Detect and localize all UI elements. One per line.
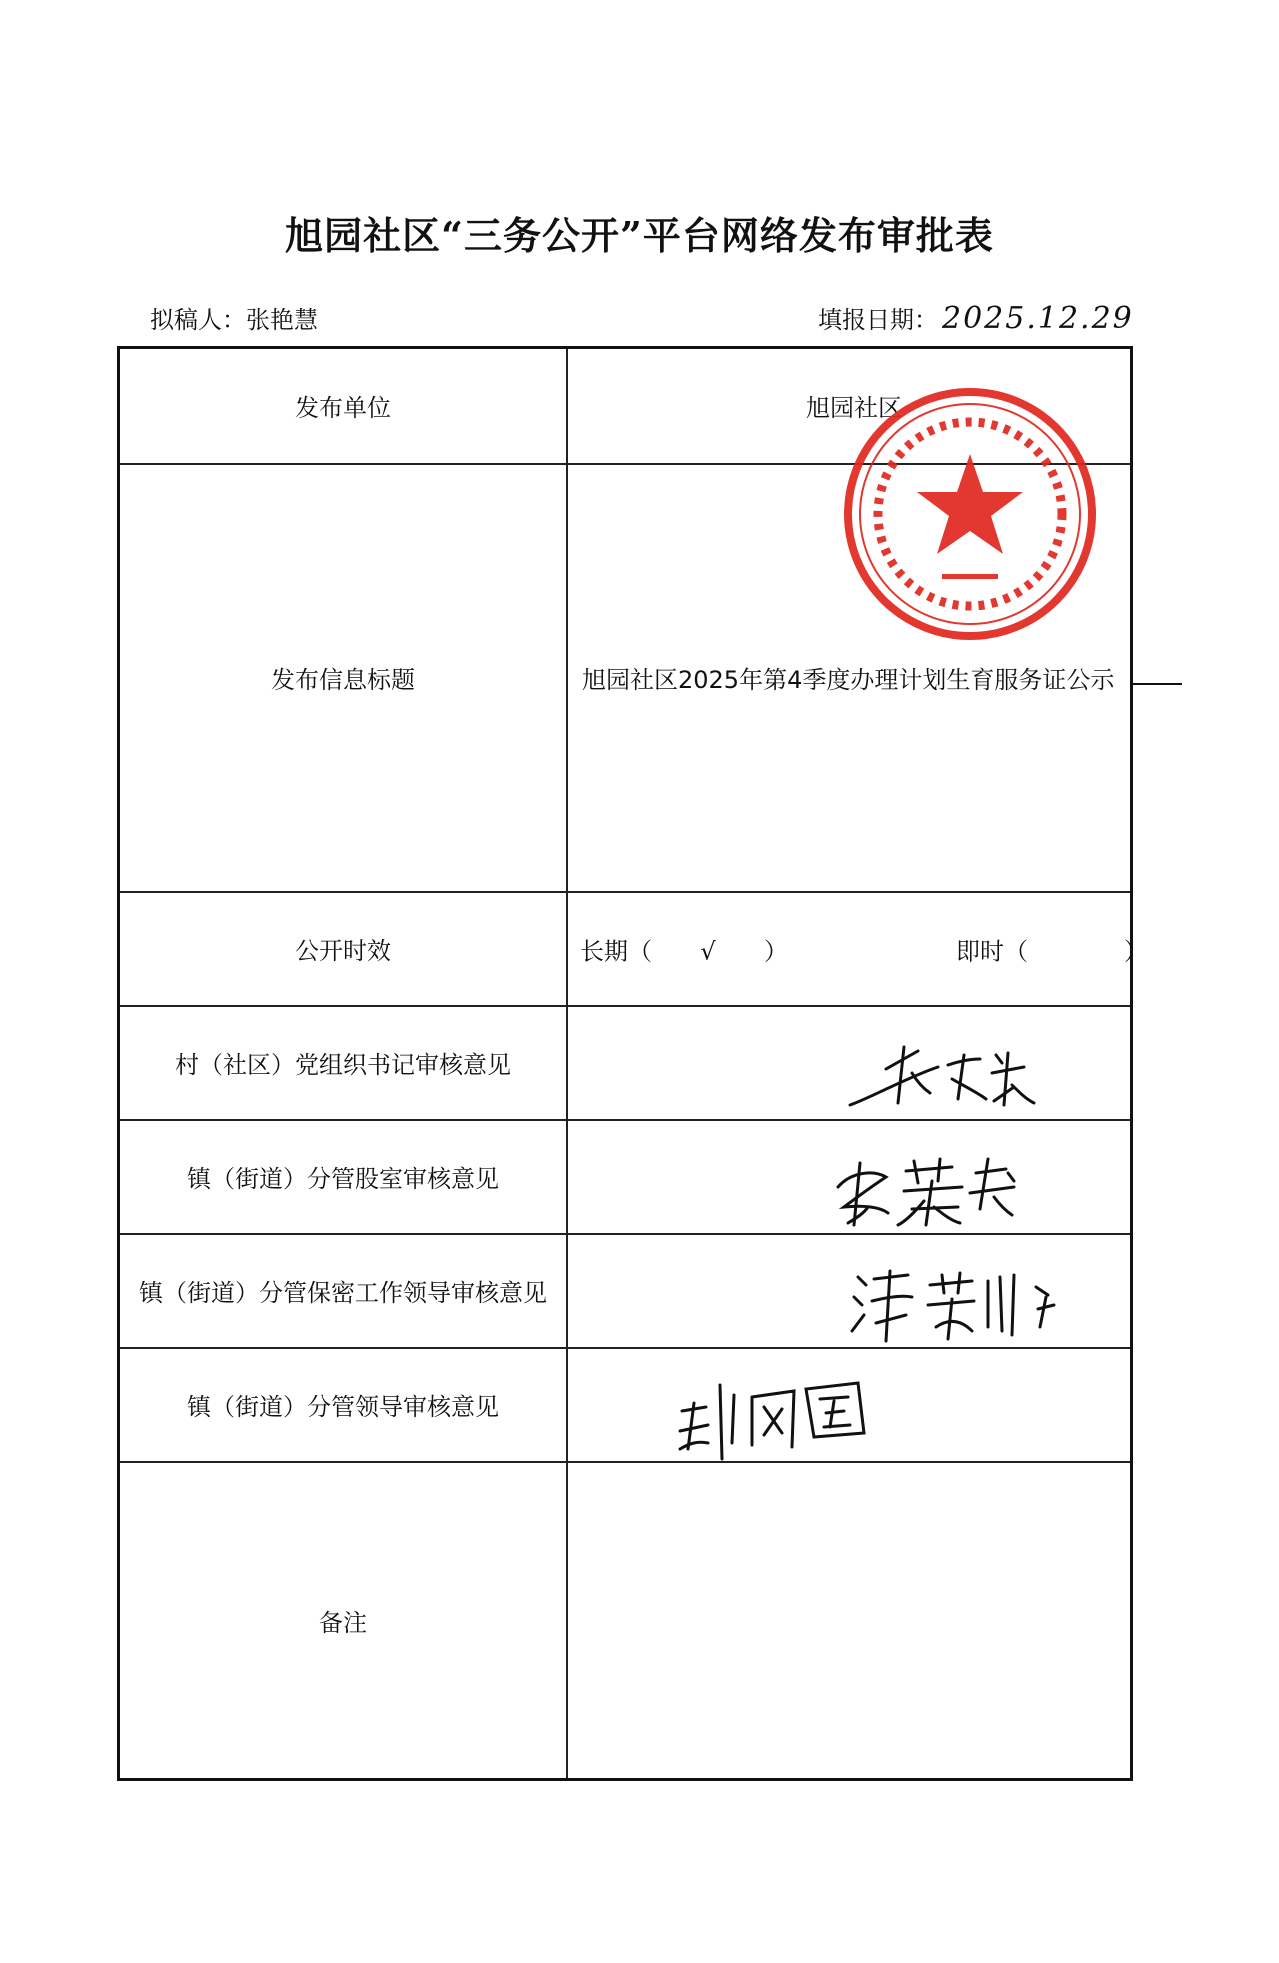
timing-instant — [956, 931, 1148, 966]
date-line — [818, 300, 1134, 336]
timing-instant-label: 即时（ — [956, 937, 1028, 965]
drafter-name: 张艳慧 — [246, 306, 318, 334]
title-label: 发布信息标题 — [119, 464, 568, 892]
remark-label: 备注 — [119, 1462, 568, 1780]
drafter-label: 拟稿人： — [150, 306, 246, 334]
remark-value — [567, 1462, 1132, 1780]
table-row — [119, 1234, 1132, 1348]
table-row — [119, 1006, 1132, 1120]
signature-3-icon — [568, 1235, 1134, 1349]
timing-long-label: 长期（ — [580, 937, 652, 965]
title-text: 旭园社区2025年第4季度办理计划生育服务证公示 — [582, 666, 1115, 694]
table-row — [119, 1348, 1132, 1462]
table-row — [119, 1462, 1132, 1780]
review1-label: 村（社区）党组织书记审核意见 — [119, 1006, 568, 1120]
timing-value — [567, 892, 1148, 1006]
timing-long-close: ） — [764, 937, 788, 965]
signature-1-icon — [568, 1007, 1134, 1121]
signature-2-icon — [568, 1121, 1134, 1235]
review2-label: 镇（街道）分管股室审核意见 — [119, 1120, 568, 1234]
review2-signature-cell — [567, 1120, 1132, 1234]
signature-4-icon — [568, 1349, 1134, 1463]
timing-instant-close: ） — [1124, 937, 1148, 965]
official-seal-icon — [840, 384, 1100, 644]
review1-signature-cell — [567, 1006, 1132, 1120]
review3-signature-cell — [567, 1234, 1132, 1348]
review3-label: 镇（街道）分管保密工作领导审核意见 — [119, 1234, 568, 1348]
timing-check-mark: √ — [700, 937, 716, 965]
timing-label: 公开时效 — [119, 892, 568, 1006]
drafter-line — [150, 300, 318, 335]
review4-label: 镇（街道）分管领导审核意见 — [119, 1348, 568, 1462]
table-row — [119, 1120, 1132, 1234]
pen-stroke — [1130, 683, 1182, 685]
timing-long — [580, 931, 788, 966]
page-title: 旭园社区“三务公开”平台网络发布审批表 — [285, 213, 994, 258]
date-value: 2025.12.29 — [942, 301, 1134, 336]
unit-label: 发布单位 — [119, 348, 568, 464]
unit-text: 旭园社区 — [806, 394, 902, 423]
review4-signature-cell — [567, 1348, 1132, 1462]
table-row — [119, 892, 1132, 1006]
date-label: 填报日期： — [818, 306, 938, 334]
